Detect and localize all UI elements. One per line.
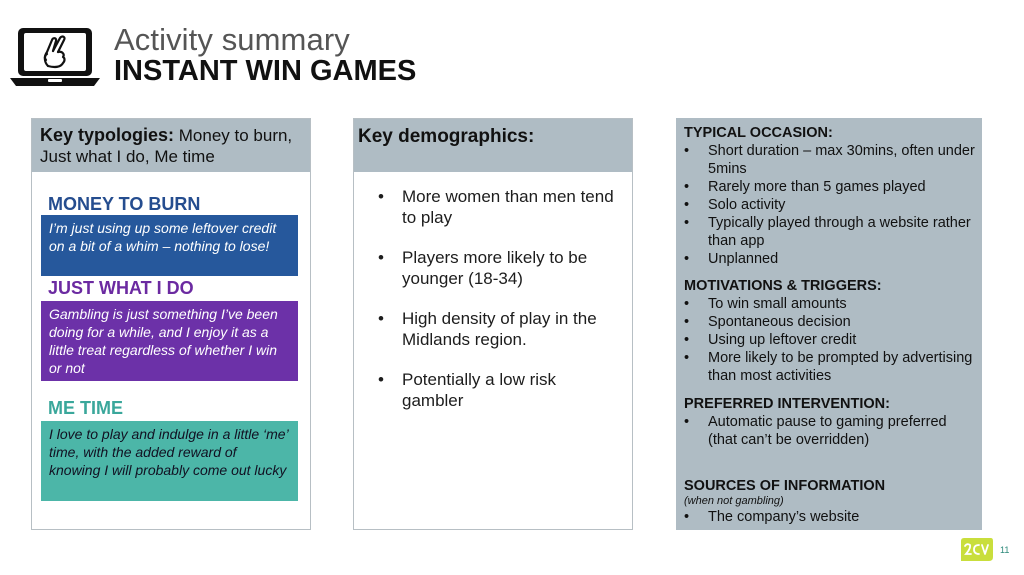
list-item: • High density of play in the Midlands region. bbox=[378, 309, 618, 350]
page-number: 11 bbox=[1000, 545, 1010, 555]
typologies-header bbox=[32, 119, 310, 172]
motivations-section bbox=[684, 277, 978, 385]
typology-title-just-what-i-do: JUST WHAT I DO bbox=[48, 278, 194, 298]
typologies-heading-bold: Key typologies: bbox=[40, 125, 175, 145]
list-item: • Players more likely to be younger (18-34) bbox=[378, 248, 618, 289]
section-heading: PREFERRED INTERVENTION: bbox=[684, 396, 890, 412]
typology-quote-me-time: I love to play and indulge in a little ‘me’ time, with the added reward of knowing I will probably come out lucky bbox=[41, 421, 298, 501]
section-subheading: (when not gambling) bbox=[684, 495, 784, 507]
list-item: • Unplanned bbox=[684, 250, 978, 268]
motivations-list bbox=[684, 295, 978, 385]
list-item: • Using up leftover credit bbox=[684, 331, 978, 349]
typology-title-me-time: ME TIME bbox=[48, 398, 123, 418]
typologies-heading bbox=[40, 125, 304, 167]
list-item: • More likely to be prompted by advertising than most activities bbox=[684, 349, 978, 385]
list-item: • Solo activity bbox=[684, 196, 978, 214]
typology-quote-money-to-burn: I’m just using up some leftover credit on a bit of a whim – nothing to lose! bbox=[41, 215, 298, 276]
typical-occasion-section bbox=[684, 124, 978, 268]
list-item: • To win small amounts bbox=[684, 295, 978, 313]
page-title: INSTANT WIN GAMES bbox=[114, 55, 417, 87]
list-item: • Automatic pause to gaming preferred (that can’t be overridden) bbox=[684, 413, 978, 449]
demographics-heading: Key demographics: bbox=[358, 126, 535, 147]
sources-list bbox=[684, 508, 978, 526]
list-item: • Potentially a low risk gambler bbox=[378, 370, 618, 411]
typologies-panel bbox=[31, 118, 311, 530]
list-item: • Typically played through a website rather than app bbox=[684, 214, 978, 250]
list-item: • Short duration – max 30mins, often under 5mins bbox=[684, 142, 978, 178]
intervention-list bbox=[684, 413, 978, 449]
page-subtitle: Activity summary bbox=[114, 22, 350, 57]
section-heading: SOURCES OF INFORMATION bbox=[684, 478, 886, 494]
typology-quote-just-what-i-do: Gambling is just something I’ve been doing for a while, and I enjoy it as a little treat regardless of whether I win or not bbox=[41, 301, 298, 381]
typical-occasion-list bbox=[684, 142, 978, 268]
2cv-logo-icon bbox=[958, 537, 994, 563]
list-item: • The company’s website bbox=[684, 508, 978, 526]
preferred-intervention-section bbox=[684, 395, 978, 449]
list-item: • Spontaneous decision bbox=[684, 313, 978, 331]
typologies-heading-list: Money to burn, Just what I do, Me time bbox=[40, 126, 293, 166]
demographics-list bbox=[378, 187, 618, 431]
sources-section bbox=[684, 477, 978, 526]
section-heading: TYPICAL OCCASION: bbox=[684, 125, 833, 141]
list-item: • More women than men tend to play bbox=[378, 187, 618, 228]
typology-title-money-to-burn: MONEY TO BURN bbox=[48, 194, 201, 214]
laptop-crossed-fingers-icon bbox=[8, 26, 102, 90]
demographics-panel bbox=[353, 118, 633, 530]
list-item: • Rarely more than 5 games played bbox=[684, 178, 978, 196]
demographics-header bbox=[354, 119, 632, 172]
section-heading: MOTIVATIONS & TRIGGERS: bbox=[684, 278, 882, 294]
activity-details-panel bbox=[676, 118, 982, 530]
